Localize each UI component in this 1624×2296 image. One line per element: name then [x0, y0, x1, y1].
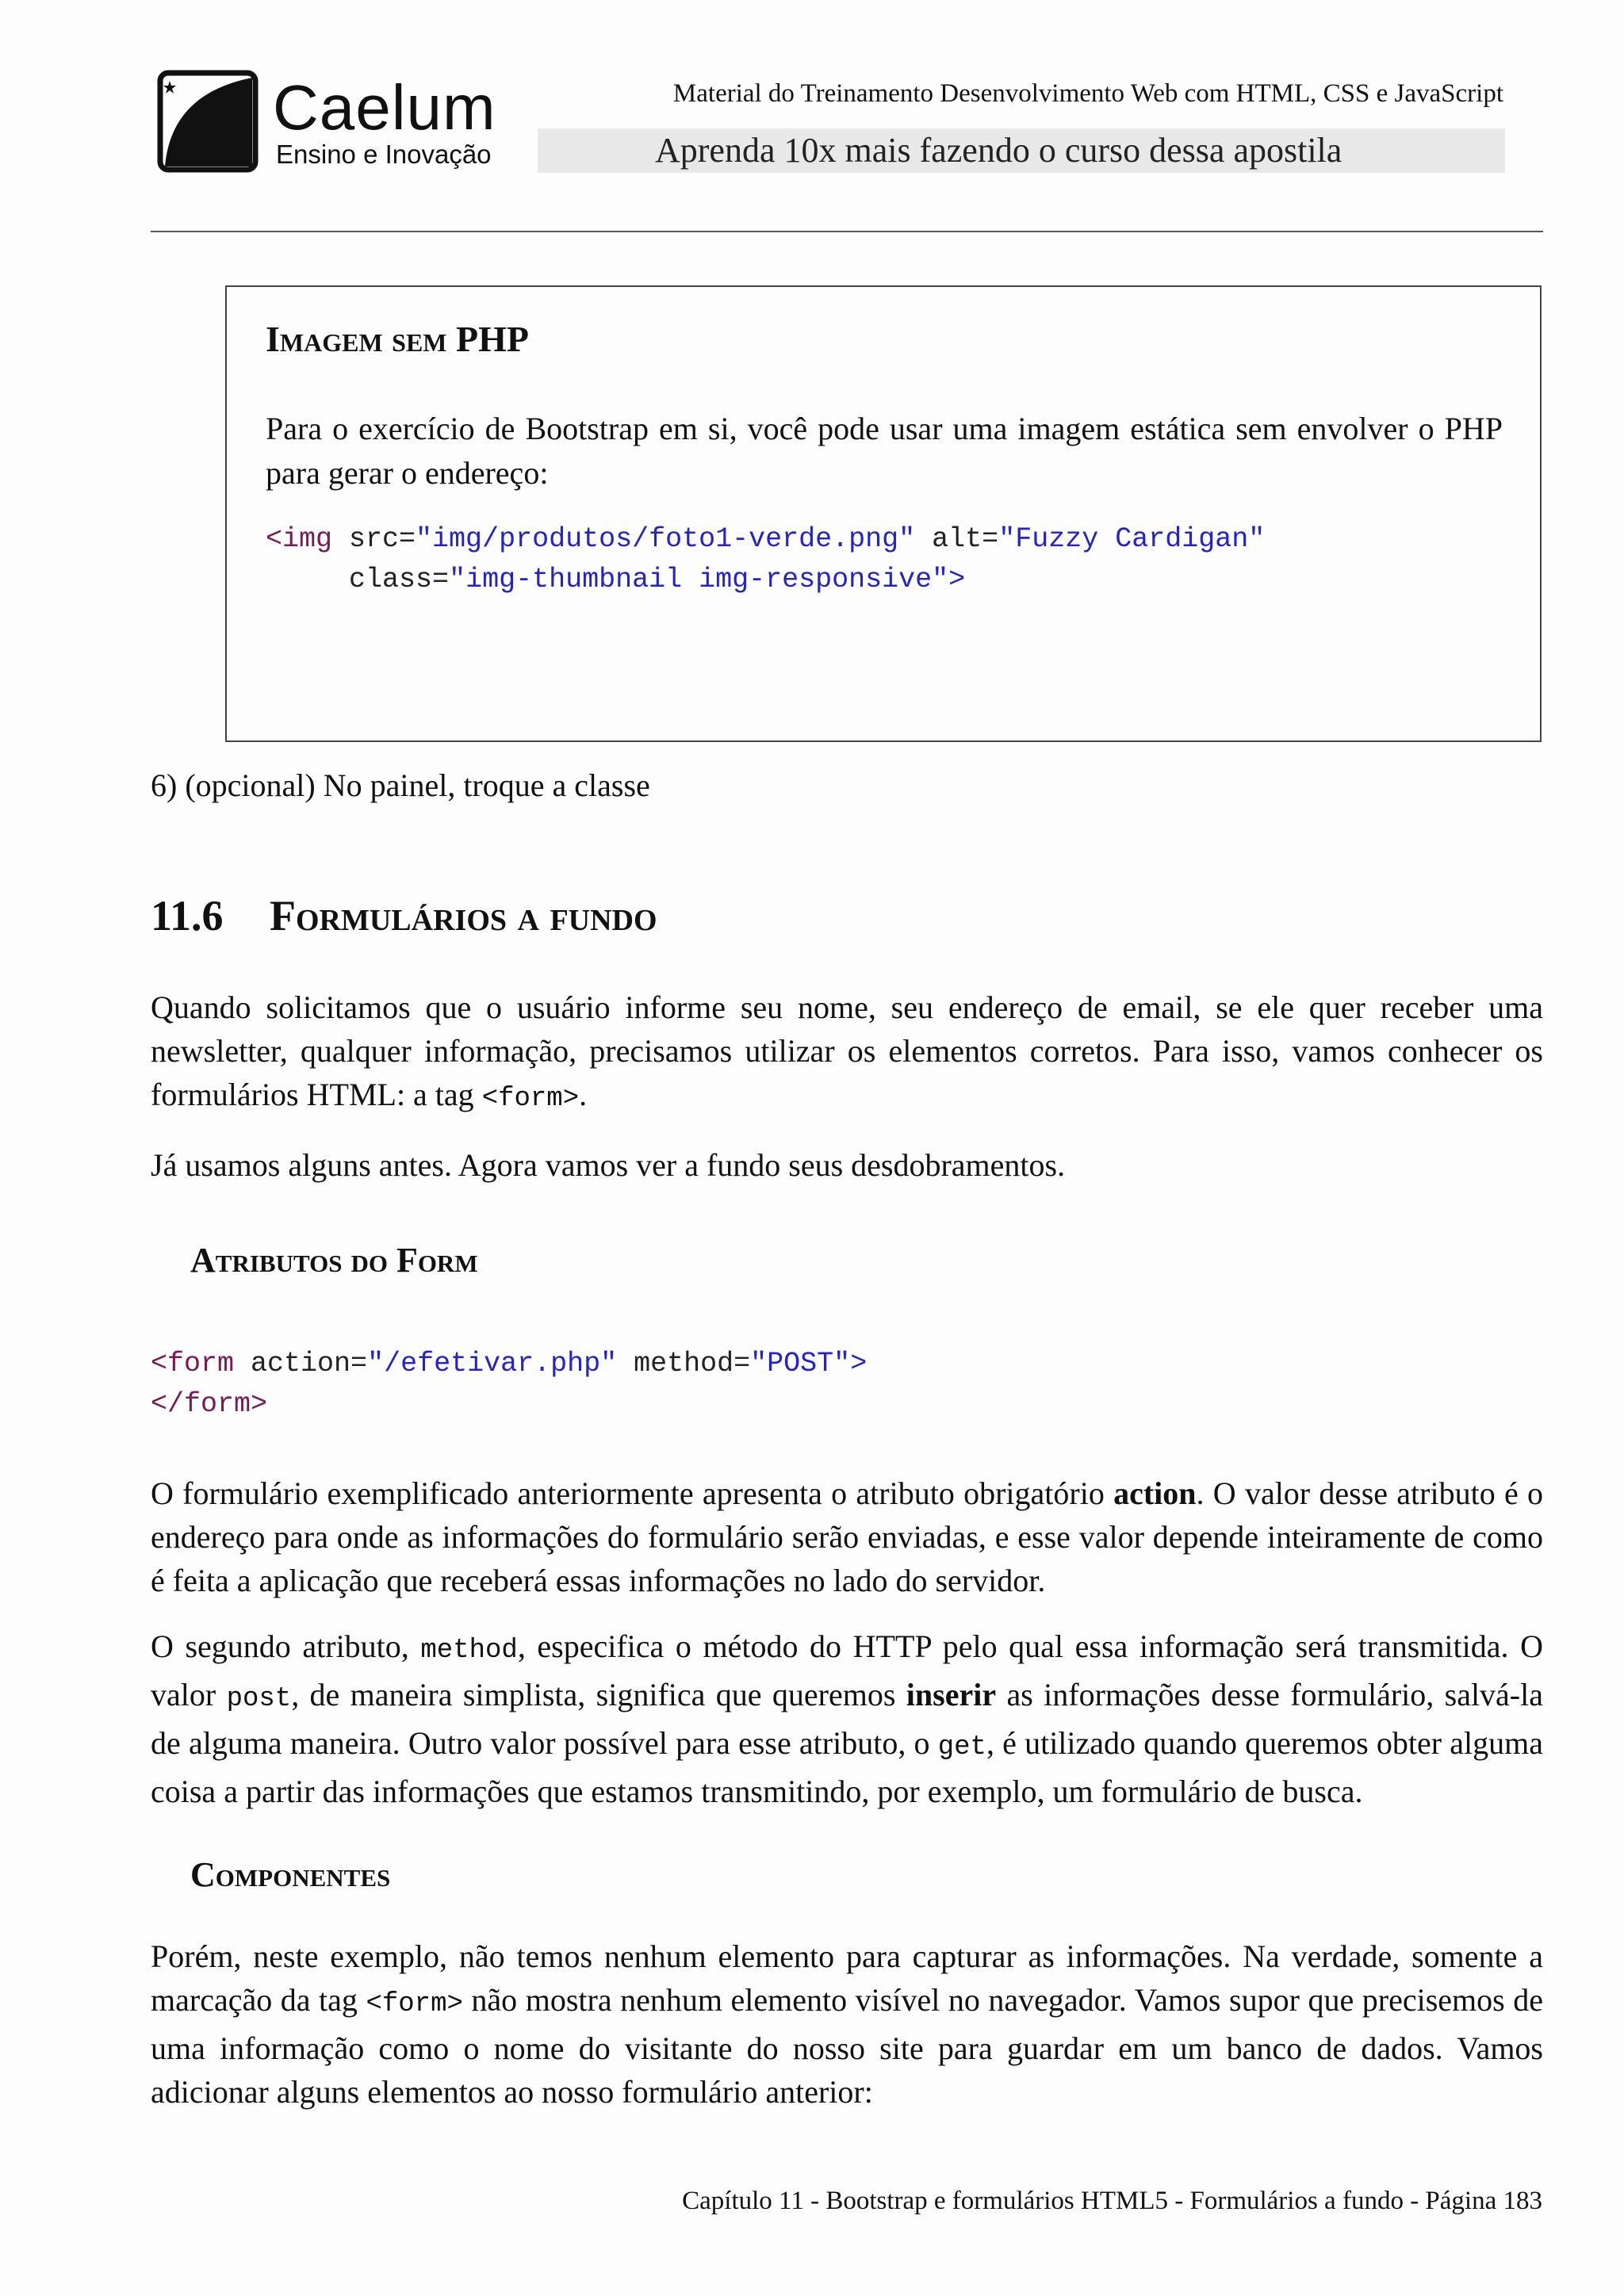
text: , especifica o método do HTTP pelo qual essa informação será transmitida. O valor	[151, 1628, 1543, 1712]
inline-code: method	[420, 1636, 518, 1666]
text: O formulário exemplificado anteriormente apresenta o atributo obrigatório	[151, 1475, 1114, 1511]
code-token: method=	[617, 1348, 751, 1380]
subsection-title-components: Componentes	[190, 1855, 391, 1894]
section-number: 11.6	[151, 892, 224, 939]
text: . O valor desse atributo é o endereço para onde as informações do formulário serão enviadas, e esse valor depende inteiramente de como é feita a aplicação que receberá essas informações no lado do servidor.	[151, 1475, 1543, 1598]
form-attributes-text	[151, 1471, 1543, 1835]
text: , é utilizado quando queremos obter alguma coisa a partir das informações que estamos transmitindo, por exemplo, um formulário de busca.	[151, 1725, 1543, 1809]
code-token: >	[850, 1348, 868, 1380]
step-6: 6) (opcional) No painel, troque a classe	[151, 767, 650, 803]
note-text: Para o exercício de Bootstrap em si, você pode usar uma imagem estática sem envolver o PHP para gerar o endereço:	[266, 411, 1503, 491]
inline-code: <form>	[481, 1084, 580, 1114]
code-token: "Fuzzy Cardigan"	[998, 523, 1266, 555]
bold-text: action	[1113, 1475, 1197, 1511]
code-indent	[266, 564, 349, 595]
code-token: src=	[332, 523, 416, 555]
inline-code: get	[937, 1732, 986, 1762]
code-token: "img/produtos/foto1-verde.png"	[416, 523, 916, 555]
text: O segundo atributo,	[151, 1628, 421, 1664]
code-token: </form>	[151, 1388, 268, 1420]
header-divider	[151, 231, 1543, 232]
promo-text: Aprenda 10x mais fazendo o curso dessa apostila	[655, 131, 1342, 170]
material-title: Material do Treinamento Desenvolvimento Web com HTML, CSS e JavaScript	[672, 79, 1503, 108]
section-title: Formulários a fundo	[270, 892, 657, 939]
caelum-logo-icon	[157, 70, 259, 173]
logo-name: Caelum	[273, 72, 496, 143]
note-title: Imagem sem PHP	[266, 319, 529, 359]
intro-text: Quando solicitamos que o usuário informe seu nome, seu endereço de email, se ele quer receber uma newsletter, qualquer informação, precisamos utilizar os elementos corretos. Para isso, vamos conhecer os formulários HTML: a tag	[151, 989, 1543, 1112]
components-text	[151, 1934, 1543, 2136]
intro-paragraph-2: Já usamos alguns antes. Agora vamos ver a fundo seus desdobramentos.	[151, 1147, 1066, 1183]
code-token: <form	[151, 1348, 235, 1380]
code-token: "POST"	[750, 1348, 851, 1380]
inline-code: <form>	[366, 1989, 463, 2019]
code-token: alt=	[915, 523, 999, 555]
code-token: "/efetivar.php"	[367, 1348, 618, 1380]
text: , de maneira simplista, significa que queremos	[291, 1677, 906, 1712]
subsection-title-form: Atributos do Form	[190, 1241, 478, 1280]
intro-paragraph	[151, 985, 1543, 1121]
form-code-block	[151, 1344, 867, 1425]
note-code-block	[266, 519, 1265, 600]
paragraph-components	[151, 1934, 1543, 2114]
intro-text-end: .	[579, 1077, 588, 1112]
code-token: "img-thumbnail img-responsive"	[449, 564, 949, 595]
paragraph-method	[151, 1624, 1543, 1813]
section-heading	[151, 888, 657, 943]
logo-tagline: Ensino e Inovação	[276, 140, 492, 169]
code-token: <img	[266, 523, 333, 555]
code-token: action=	[234, 1348, 368, 1380]
code-token: >	[948, 564, 966, 595]
section-intro	[151, 985, 1543, 1209]
paragraph-action	[151, 1471, 1543, 1602]
page-footer: Capítulo 11 - Bootstrap e formulários HTML5 - Formulários a fundo - Página 183	[682, 2187, 1542, 2215]
text: Porém, neste exemplo, não temos nenhum elemento para capturar as informações. Na verdade, somente a marcação da tag	[151, 1938, 1543, 2018]
text: não mostra nenhum elemento visível no navegador. Vamos supor que precisemos de uma informação como o nome do visitante do nosso site para guardar em um banco de dados. Vamos adicionar alguns elementos ao nosso formulário anterior:	[151, 1982, 1543, 2110]
inline-code: post	[226, 1684, 292, 1714]
code-token: class=	[349, 564, 450, 595]
text: as informações desse formulário, salvá-la de alguma maneira. Outro valor possível para esse atributo, o	[151, 1677, 1543, 1761]
bold-text: inserir	[906, 1677, 997, 1712]
